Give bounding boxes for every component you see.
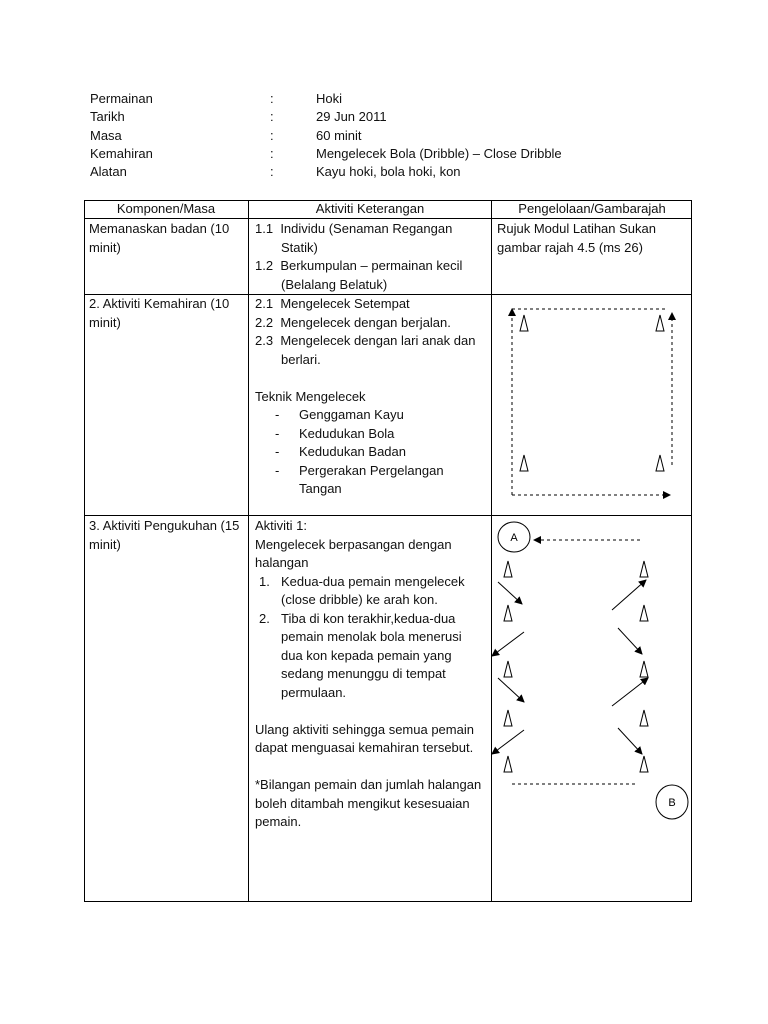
repeat-note: Ulang aktiviti sehingga semua pemain dapat menguasai kemahiran tersebut. bbox=[255, 721, 474, 755]
lesson-table bbox=[84, 200, 692, 902]
step-item bbox=[255, 610, 481, 703]
info-label: Alatan bbox=[90, 164, 127, 180]
info-row-tarikh bbox=[90, 108, 690, 126]
step-num: 2. bbox=[259, 610, 270, 626]
footnote: *Bilangan pemain dan jumlah halangan boleh ditambah mengikut kesesuaian pemain. bbox=[255, 777, 482, 829]
dribble-arrow bbox=[492, 632, 524, 656]
info-row-alatan bbox=[90, 163, 690, 181]
info-colon: : bbox=[270, 127, 274, 143]
table-border-left bbox=[84, 200, 85, 902]
column-divider bbox=[248, 200, 249, 902]
cone-icon bbox=[520, 455, 528, 471]
row2-component: 2. Aktiviti Kemahiran (10 minit) bbox=[89, 296, 230, 330]
player-a-label: A bbox=[510, 532, 518, 544]
activity-num: 2.1 bbox=[255, 296, 274, 311]
column-header-component: Komponen/Masa bbox=[116, 201, 216, 216]
step-text: Tiba di kon terakhir,kedua-dua pemain menolak bola menerusi dua kon kepada pemain yang sedang menunggu di tempat permulaan. bbox=[281, 610, 462, 700]
row3-activities bbox=[255, 517, 485, 832]
step-item bbox=[255, 573, 485, 610]
cone-icon bbox=[504, 710, 512, 726]
activity-item bbox=[255, 314, 487, 333]
column-header-management: Pengelolaan/Gambarajah bbox=[518, 201, 666, 216]
info-value: 60 minit bbox=[316, 127, 362, 143]
row1-component: Memanaskan badan (10 minit) bbox=[89, 221, 230, 255]
cone-icon bbox=[504, 605, 512, 621]
row1-management: Rujuk Modul Latihan Sukan gambar rajah 4.5 (ms 26) bbox=[497, 221, 656, 255]
step-num: 1. bbox=[259, 573, 270, 589]
activity-num: 2.3 bbox=[255, 333, 274, 348]
activity-text: Mengelecek dengan berjalan. bbox=[280, 314, 451, 330]
info-label: Masa bbox=[90, 127, 122, 143]
dribble-arrow bbox=[612, 580, 646, 610]
technique-text: Kedudukan Bola bbox=[299, 425, 395, 441]
cone-icon bbox=[640, 756, 648, 772]
activity-subtitle: Mengelecek berpasangan dengan halangan bbox=[255, 536, 452, 570]
step-text: Kedua-dua pemain mengelecek (close dribble) ke arah kon. bbox=[281, 573, 465, 607]
cone-icon bbox=[504, 756, 512, 772]
dribble-arrow bbox=[618, 728, 642, 754]
cone-icon bbox=[640, 561, 648, 577]
dribble-arrow bbox=[492, 730, 524, 754]
dribble-arrow bbox=[612, 678, 648, 706]
technique-text: Genggaman Kayu bbox=[299, 407, 404, 422]
cone-icon bbox=[640, 661, 648, 677]
activity-item bbox=[255, 295, 487, 314]
activity-title: Aktiviti 1: bbox=[255, 518, 308, 533]
technique-item: - Kedudukan Bola bbox=[275, 425, 395, 441]
lesson-info bbox=[90, 90, 690, 181]
info-row-masa bbox=[90, 127, 690, 145]
info-value: Kayu hoki, bola hoki, kon bbox=[316, 164, 461, 180]
activity-num: 2.2 bbox=[255, 314, 274, 330]
technique-item: - Genggaman Kayu bbox=[275, 407, 404, 422]
activity-text: Mengelecek Setempat bbox=[280, 296, 410, 311]
dribble-arrow bbox=[498, 678, 524, 702]
activity-item bbox=[255, 257, 487, 294]
info-value: Mengelecek Bola (Dribble) – Close Dribble bbox=[316, 145, 562, 161]
cone-icon bbox=[640, 605, 648, 621]
activity-text: Mengelecek dengan lari anak dan berlari. bbox=[280, 333, 476, 367]
technique-text: Kedudukan Badan bbox=[299, 444, 406, 459]
info-label: Permainan bbox=[90, 91, 153, 106]
info-colon: : bbox=[270, 145, 274, 161]
technique-item: - Kedudukan Badan bbox=[275, 444, 406, 459]
activity-num: 1.1 bbox=[255, 221, 274, 236]
cone-icon bbox=[504, 661, 512, 677]
cone-icon bbox=[656, 455, 664, 471]
info-value: 29 Jun 2011 bbox=[316, 109, 387, 125]
row1-activities bbox=[255, 220, 487, 294]
activity-text: Berkumpulan – permainan kecil (Belalang Belatuk) bbox=[280, 258, 463, 292]
cone-icon bbox=[504, 561, 512, 577]
player-b-label: B bbox=[668, 797, 676, 809]
activity-item bbox=[255, 220, 487, 257]
info-row-kemahiran bbox=[90, 145, 690, 163]
activity-num: 1.2 bbox=[255, 258, 274, 273]
technique-item: - Pergerakan Pergelangan Tangan bbox=[275, 462, 444, 496]
info-label: Kemahiran bbox=[90, 145, 153, 161]
technique-title: Teknik Mengelecek bbox=[255, 388, 366, 404]
column-header-activity: Aktiviti Keterangan bbox=[315, 201, 425, 216]
row3-component: 3. Aktiviti Pengukuhan (15 minit) bbox=[89, 518, 240, 552]
paired-dribble-diagram bbox=[492, 516, 692, 902]
activity-text: Individu (Senaman Regangan Statik) bbox=[280, 221, 453, 255]
dribble-arrow bbox=[618, 628, 642, 654]
activity-item bbox=[255, 332, 487, 369]
row2-activities bbox=[255, 295, 487, 499]
dribble-arrow bbox=[498, 582, 522, 604]
info-label: Tarikh bbox=[90, 109, 125, 125]
cone-icon bbox=[640, 710, 648, 726]
cone-icon bbox=[656, 315, 664, 331]
info-value: Hoki bbox=[316, 91, 343, 106]
info-colon: : bbox=[270, 109, 274, 125]
technique-text: Pergerakan Pergelangan Tangan bbox=[299, 462, 444, 496]
info-row-permainan bbox=[90, 90, 690, 108]
info-colon: : bbox=[270, 164, 274, 180]
cone-icon bbox=[520, 315, 528, 331]
dribble-square-diagram bbox=[492, 295, 692, 515]
info-colon: : bbox=[270, 91, 274, 106]
